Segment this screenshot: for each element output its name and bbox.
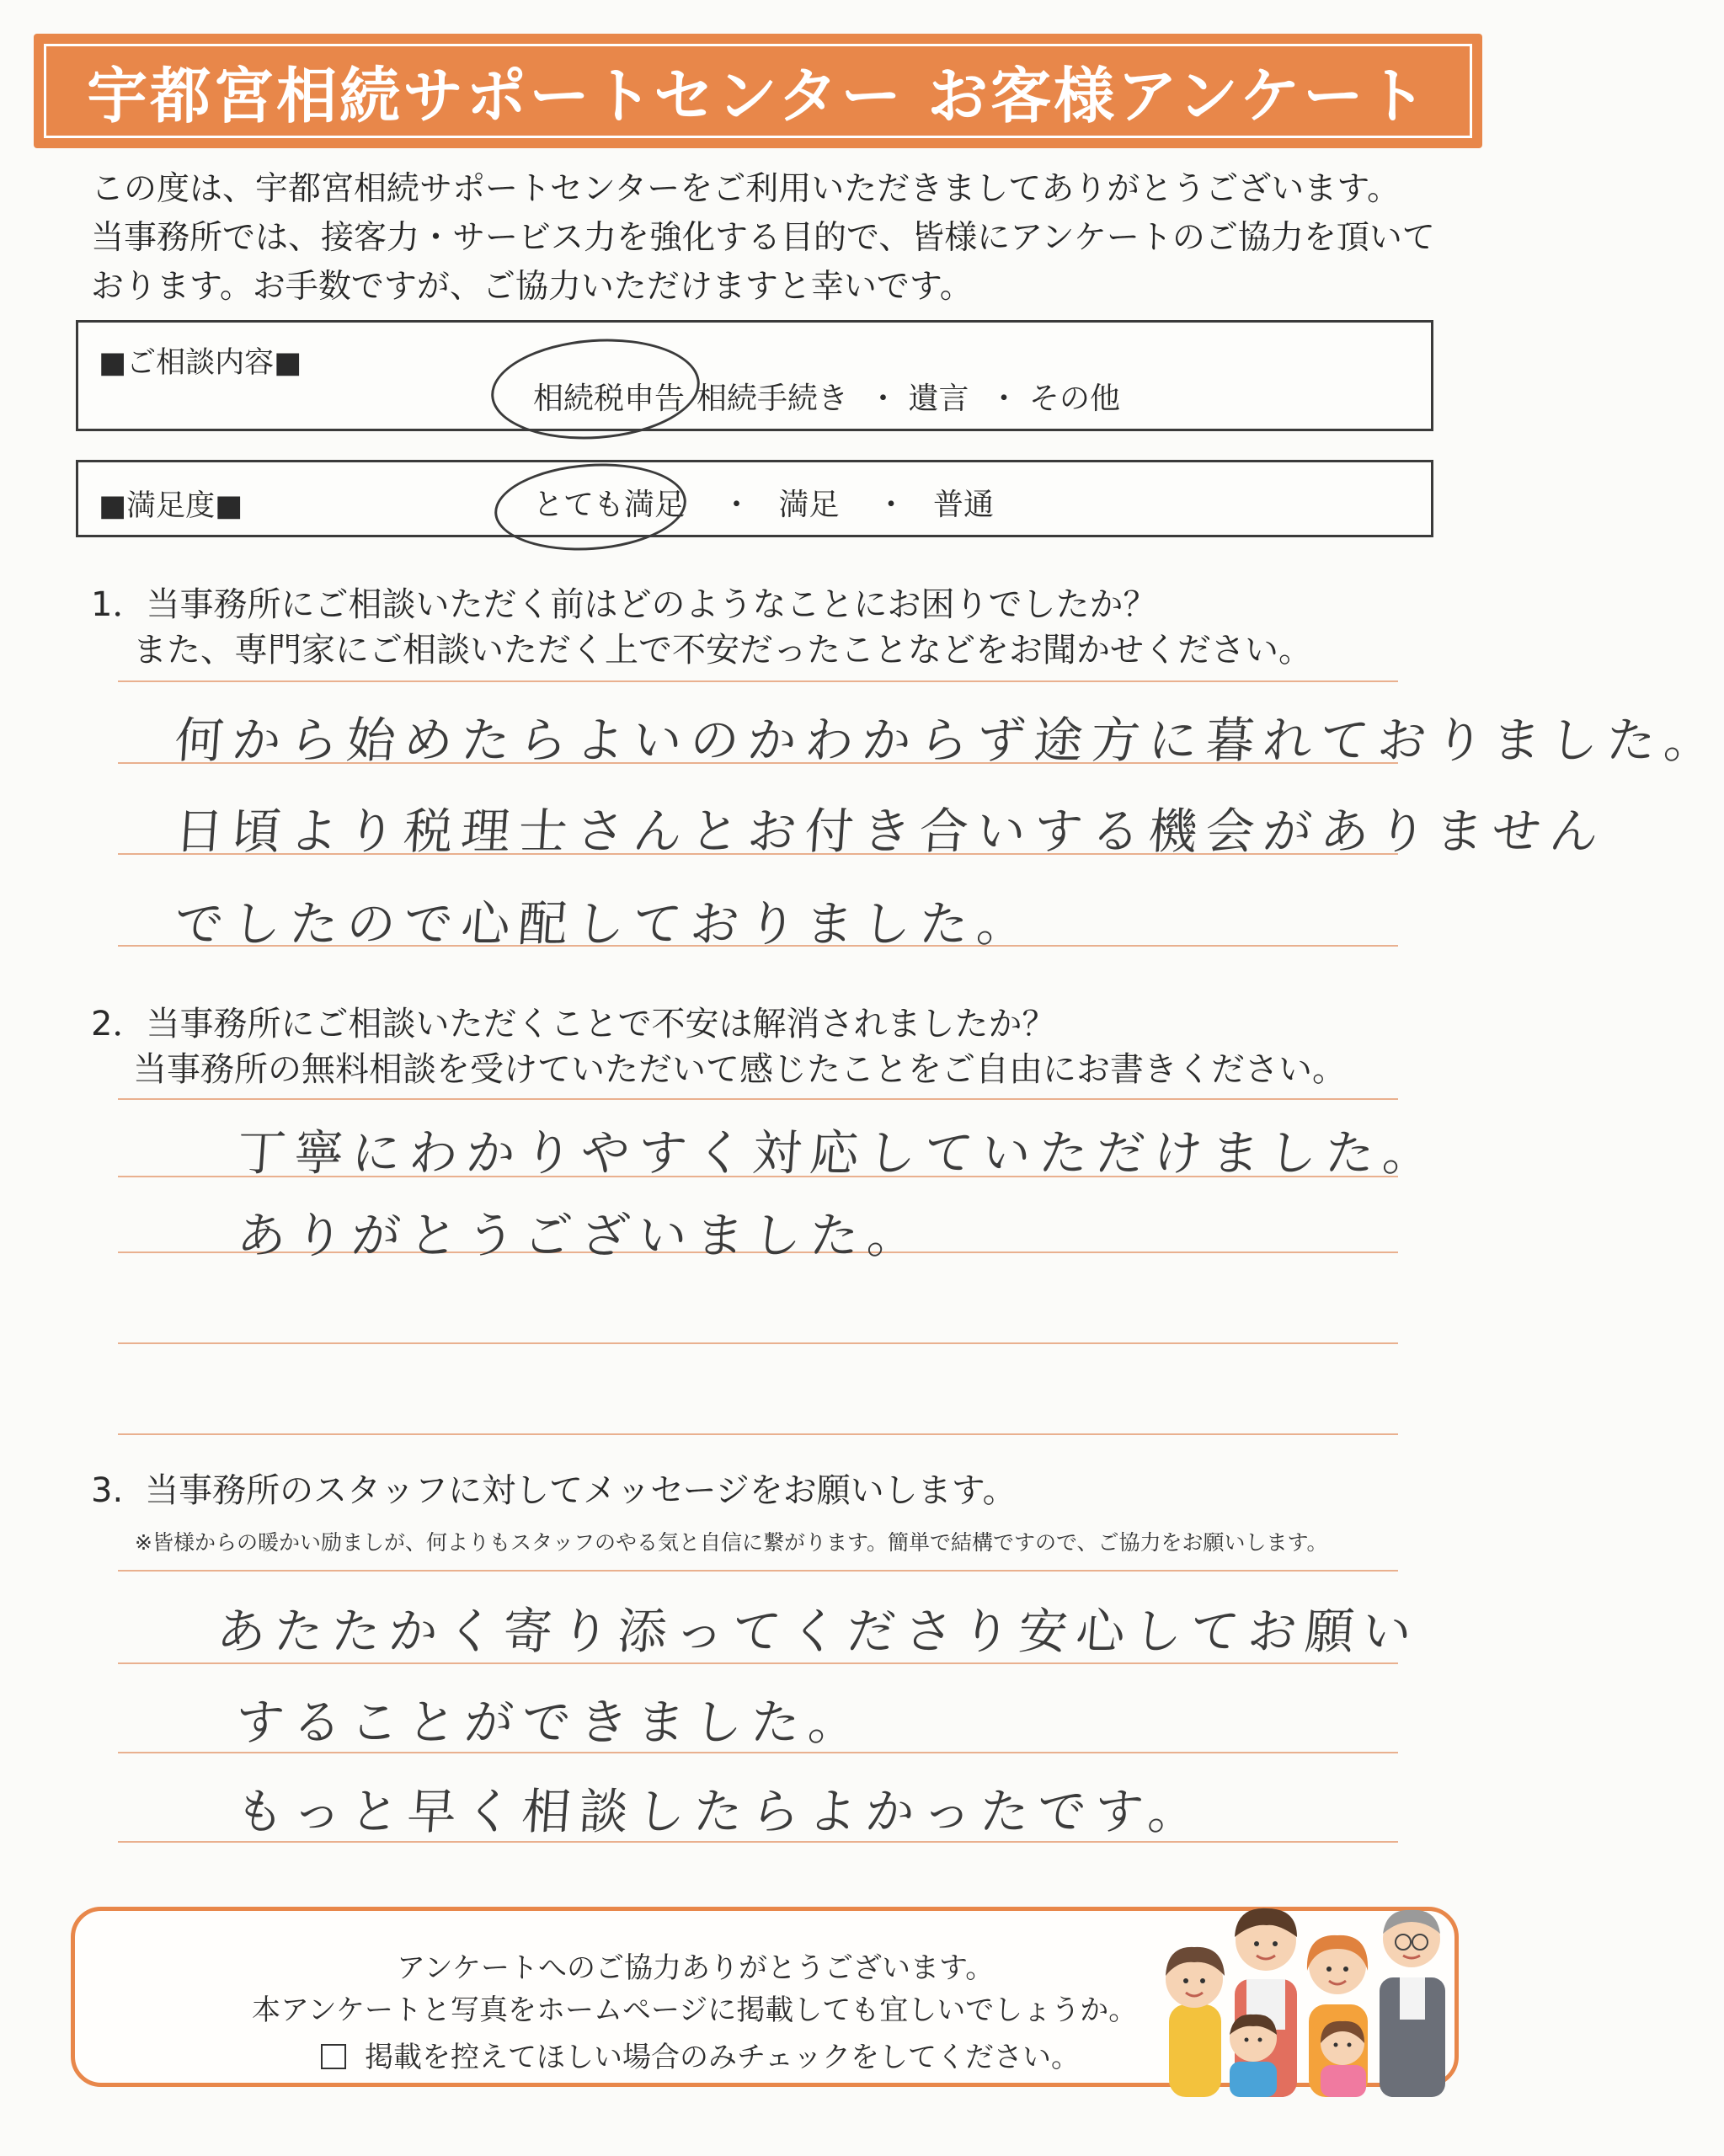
opt-out-checkbox[interactable] [321, 2044, 346, 2069]
question-3-line-1: 3. 当事務所のスタッフに対してメッセージをお願いします。 [91, 1471, 1017, 1510]
family-illustration [1152, 1878, 1455, 2097]
consultation-box [76, 320, 1433, 431]
consultation-label: ■ご相談内容■ [99, 346, 302, 380]
question-2-line-1: 2．当事務所にご相談いただくことで不安は解消されましたか？ [91, 1005, 1056, 1043]
handwritten-answer: することができました。 [233, 1694, 868, 1751]
selection-circle [492, 457, 690, 557]
satisfaction-box [76, 460, 1433, 537]
grandmother-figure [1166, 1947, 1225, 2097]
header-frame [44, 44, 1472, 138]
option-other[interactable]: その他 [1028, 382, 1120, 416]
question-1-line-1: 1．当事務所にご相談いただく前はどのようなことにお困りでしたか？ [91, 585, 1157, 624]
handwritten-answer: 日頃より税理士さんとお付き合いする機会がありません [173, 803, 1609, 860]
intro-line: 当事務所では、接客力・サービス力を強化する目的で、皆様にアンケートのご協力を頂いて [91, 219, 1435, 257]
option-satisfied[interactable]: 満足 [778, 488, 840, 522]
footer-permission-question: 本アンケートと写真をホームページに掲載しても宜しいでしょうか。 [252, 1993, 1138, 2027]
option-very-satisfied[interactable]: とても満足 [533, 488, 686, 522]
intro-line: おります。お手数ですが、ご協力いただけますと幸いです。 [91, 268, 973, 306]
separator: ・ [988, 382, 1019, 416]
handwritten-answer: あたたかく寄り添ってくださり安心してお願い [215, 1603, 1422, 1660]
grandfather-figure [1380, 1910, 1445, 2097]
selection-circle [488, 332, 703, 446]
answer-rule [118, 1098, 1398, 1100]
question-3-note: ※皆様からの暖かい励ましが、何よりもスタッフのやる気と自信に繋がります。簡単で結構ですので、ご協力をお願いします。 [135, 1530, 1328, 1555]
answer-rule [118, 1570, 1398, 1572]
footer-thanks: アンケートへのご協力ありがとうございます。 [397, 1951, 995, 1985]
footer-opt-out [321, 2034, 1080, 2075]
intro-line: この度は、宇都宮相続サポートセンターをご利用いただきましてありがとうございます。 [91, 170, 1401, 208]
option-will[interactable]: 遺言 [908, 382, 969, 416]
separator: ・ [875, 488, 906, 522]
handwritten-answer: もっと早く相談したらよかったです。 [233, 1783, 1208, 1840]
separator: ・ [721, 488, 752, 522]
page-title: 宇都宮相続サポートセンター お客様アンケート [87, 61, 1429, 131]
handwritten-answer: 何から始めたらよいのかわからず途方に暮れておりました。 [173, 712, 1724, 769]
answer-rule [118, 1662, 1398, 1664]
answer-rule [118, 1433, 1398, 1435]
opt-out-label: 掲載を控えてほしい場合のみチェックをしてください。 [365, 2041, 1080, 2074]
option-normal[interactable]: 普通 [932, 488, 994, 522]
separator: ・ [867, 382, 899, 416]
handwritten-answer: 丁寧にわかりやすく対応していただけました。 [235, 1124, 1443, 1182]
intro-text [91, 165, 1455, 312]
option-inheritance-tax[interactable]: 相続税申告 [533, 382, 686, 416]
satisfaction-label: ■満足度■ [99, 489, 243, 523]
question-2-line-2: 当事務所の無料相談を受けていただいて感じたことをご自由にお書きください。 [133, 1050, 1346, 1089]
handwritten-answer: でしたので心配しておりました。 [173, 895, 1037, 953]
question-number: 3. [91, 1471, 124, 1510]
option-inheritance-procedure[interactable]: 相続手続き [697, 382, 849, 416]
answer-rule [118, 1342, 1398, 1344]
question-number: 2． [91, 1005, 147, 1043]
question-1-line-2: また、専門家にご相談いただく上で不安だったことなどをお聞かせください。 [133, 631, 1312, 670]
handwritten-answer: ありがとうございました。 [235, 1207, 927, 1264]
question-number: 1． [91, 585, 147, 624]
answer-rule [118, 680, 1398, 682]
